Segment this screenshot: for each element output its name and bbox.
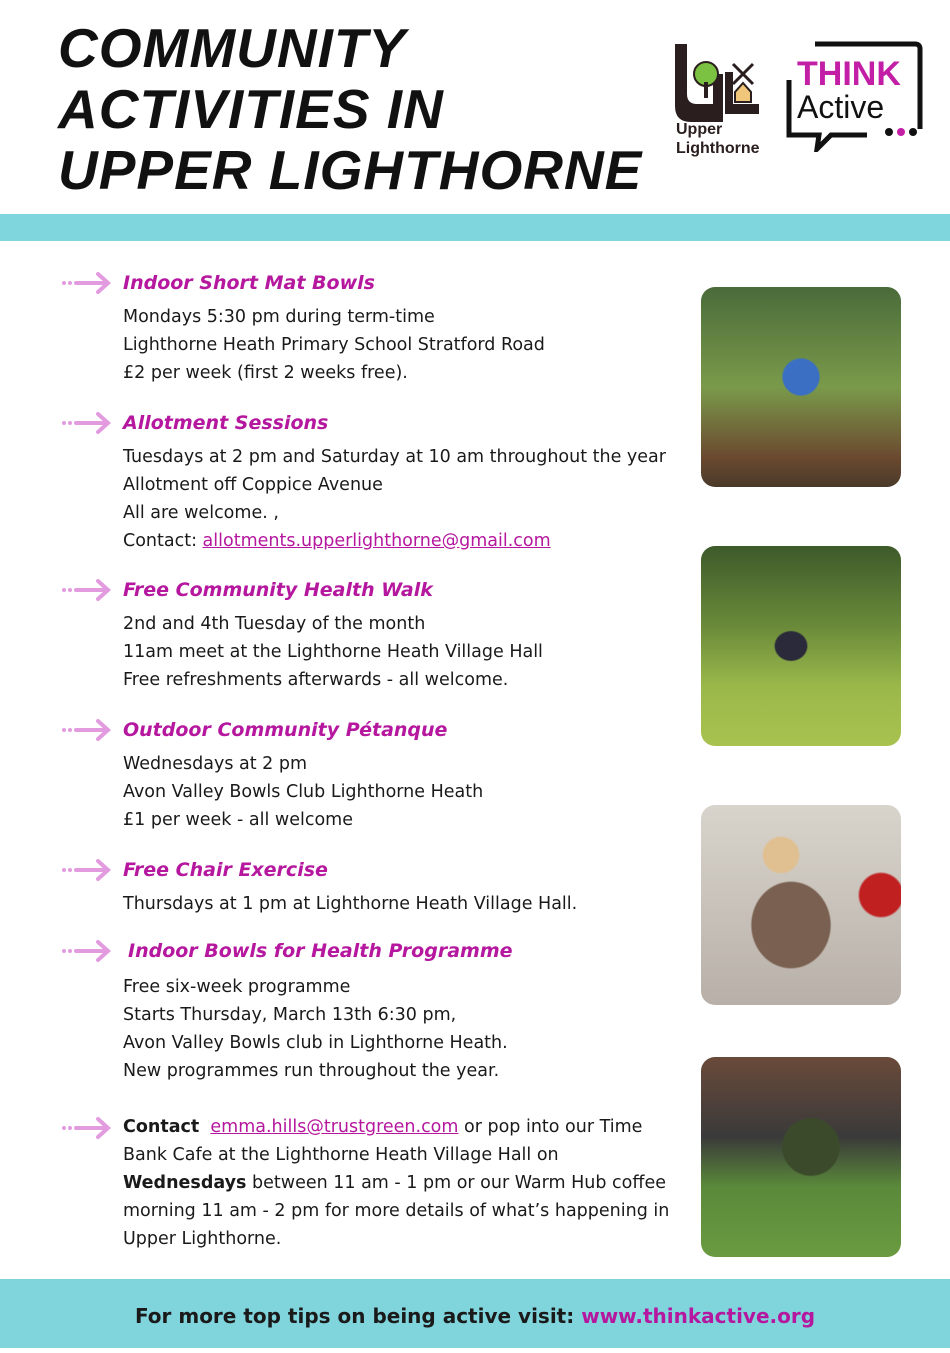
activity-details bbox=[123, 303, 545, 387]
arrow-icon bbox=[60, 938, 112, 964]
detail-line: 2nd and 4th Tuesday of the month bbox=[123, 614, 426, 634]
think-active-logo bbox=[785, 40, 923, 152]
activity-heading: Allotment Sessions bbox=[123, 412, 329, 434]
title-line: UPPER LIGHTHORNE bbox=[58, 139, 643, 201]
detail-line: Avon Valley Bowls club in Lighthorne Heath. bbox=[123, 1033, 508, 1053]
page-title bbox=[58, 18, 642, 201]
arrow-icon bbox=[60, 717, 112, 743]
upper-lighthorne-logo bbox=[673, 42, 763, 160]
detail-line: Thursdays at 1 pm at Lighthorne Heath Village Hall. bbox=[123, 894, 578, 914]
svg-text:Active: Active bbox=[797, 89, 885, 125]
contact-text: Upper Lighthorne. bbox=[123, 1229, 282, 1249]
activity-heading: Indoor Short Mat Bowls bbox=[123, 272, 375, 294]
contact-label: Contact: bbox=[123, 531, 203, 551]
activity-heading: Indoor Bowls for Health Programme bbox=[128, 940, 513, 962]
svg-text:Upper: Upper bbox=[676, 121, 723, 138]
allotment-photo bbox=[701, 287, 901, 487]
detail-line: Mondays 5:30 pm during term-time bbox=[123, 307, 435, 327]
detail-line: Free refreshments afterwards - all welcome. bbox=[123, 670, 509, 690]
contact-text: Bank Cafe at the Lighthorne Heath Village Hall on bbox=[123, 1145, 559, 1165]
activity-heading: Free Community Health Walk bbox=[123, 579, 433, 601]
contact-email-link[interactable]: emma.hills@trustgreen.com bbox=[210, 1117, 459, 1137]
think-active-link[interactable]: www.thinkactive.org bbox=[581, 1304, 816, 1328]
detail-line: £1 per week - all welcome bbox=[123, 810, 353, 830]
title-line: COMMUNITY bbox=[58, 17, 407, 79]
chair-exercise-photo bbox=[701, 805, 901, 1005]
allotment-email-link[interactable]: allotments.upperlighthorne@gmail.com bbox=[202, 531, 551, 551]
detail-line: Starts Thursday, March 13th 6:30 pm, bbox=[123, 1005, 457, 1025]
detail-line: Avon Valley Bowls Club Lighthorne Heath bbox=[123, 782, 484, 802]
detail-line: Tuesdays at 2 pm and Saturday at 10 am throughout the year bbox=[123, 447, 666, 467]
teal-divider-band bbox=[0, 214, 950, 241]
arrow-icon bbox=[60, 410, 112, 436]
activity-heading: Outdoor Community Pétanque bbox=[123, 719, 448, 741]
activity-details bbox=[123, 610, 543, 694]
activity-details bbox=[123, 750, 483, 834]
detail-line: All are welcome. , bbox=[123, 503, 279, 523]
bowls-photo bbox=[701, 1057, 901, 1257]
contact-text: or pop into our Time bbox=[458, 1117, 643, 1137]
arrow-icon bbox=[60, 577, 112, 603]
activity-details bbox=[123, 443, 666, 555]
footer-banner bbox=[0, 1279, 950, 1348]
detail-line: Wednesdays at 2 pm bbox=[123, 754, 307, 774]
arrow-icon bbox=[60, 270, 112, 296]
title-line: ACTIVITIES IN bbox=[58, 78, 444, 140]
contact-day: Wednesdays bbox=[123, 1173, 247, 1193]
detail-line bbox=[123, 527, 666, 555]
health-walk-photo bbox=[701, 546, 901, 746]
detail-line: £2 per week (first 2 weeks free). bbox=[123, 363, 408, 383]
detail-line: New programmes run throughout the year. bbox=[123, 1061, 500, 1081]
detail-line: Allotment off Coppice Avenue bbox=[123, 475, 383, 495]
arrow-icon bbox=[60, 857, 112, 883]
svg-text:Lighthorne: Lighthorne bbox=[676, 140, 760, 157]
activity-details bbox=[123, 890, 577, 918]
arrow-icon bbox=[60, 1115, 112, 1141]
contact-details bbox=[123, 1113, 669, 1253]
activity-details bbox=[123, 973, 508, 1085]
svg-text:THINK: THINK bbox=[797, 55, 901, 93]
contact-text: morning 11 am - 2 pm for more details of what’s happening in bbox=[123, 1201, 670, 1221]
contact-text: between 11 am - 1 pm or our Warm Hub coffee bbox=[246, 1173, 666, 1193]
detail-line: Lighthorne Heath Primary School Stratford Road bbox=[123, 335, 545, 355]
detail-line: 11am meet at the Lighthorne Heath Village Hall bbox=[123, 642, 543, 662]
contact-label: Contact bbox=[123, 1117, 200, 1137]
footer-text: For more top tips on being active visit: bbox=[134, 1304, 582, 1328]
detail-line: Free six-week programme bbox=[123, 977, 351, 997]
activity-heading: Free Chair Exercise bbox=[123, 859, 328, 881]
